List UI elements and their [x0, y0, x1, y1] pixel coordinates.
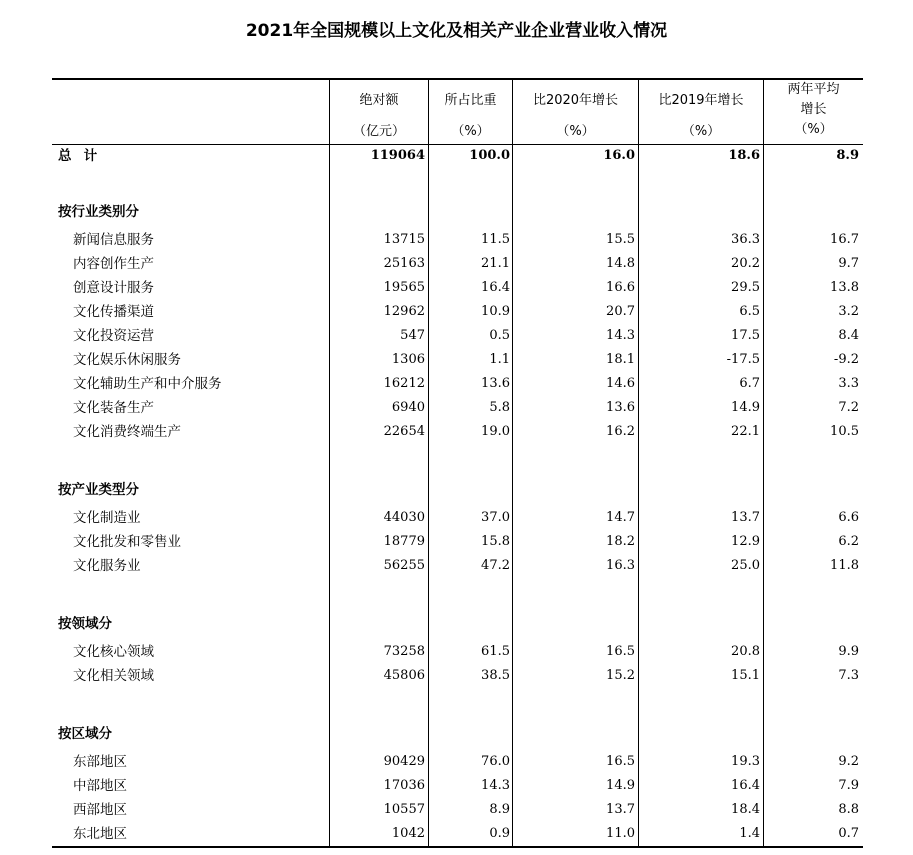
header-absolute-amount	[330, 92, 428, 141]
cell-value: 6940	[391, 400, 425, 415]
cell-value: 47.2	[481, 558, 510, 573]
table-row	[52, 506, 863, 530]
cell-value: 38.5	[481, 668, 510, 683]
row-label: 文化传播渠道	[73, 304, 154, 320]
cell-value: 14.6	[606, 376, 635, 391]
table-row	[52, 822, 863, 846]
cell-value: 10.5	[830, 424, 859, 439]
cell-value: 90429	[383, 754, 425, 769]
cell-value: 9.7	[838, 256, 859, 271]
cell-value: 11.5	[481, 232, 510, 247]
cell-value: 16.6	[606, 280, 635, 295]
cell-value: 0.9	[489, 826, 510, 841]
table-row	[52, 300, 863, 324]
top-rule	[52, 78, 863, 80]
cell-value: 1306	[391, 352, 425, 367]
cell-value: 73258	[383, 644, 425, 659]
table-row	[52, 396, 863, 420]
cell-value: 16.4	[481, 280, 510, 295]
cell-value: 3.3	[838, 376, 859, 391]
cell-value: 14.9	[731, 400, 760, 415]
row-label: 中部地区	[73, 778, 127, 794]
cell-value: 10557	[383, 802, 425, 817]
total-row	[52, 144, 863, 168]
cell-value: 44030	[383, 510, 425, 525]
table-title: 2021年全国规模以上文化及相关产业企业营业收入情况	[245, 21, 668, 41]
table-row	[52, 798, 863, 822]
cell-value: 13715	[383, 232, 425, 247]
cell-value: 11.8	[830, 558, 859, 573]
row-label: 西部地区	[73, 802, 127, 818]
cell-value: 5.8	[489, 400, 510, 415]
cell-value: 56255	[383, 558, 425, 573]
cell-value: 15.5	[606, 232, 635, 247]
header-growth-2020	[513, 92, 638, 141]
cell-value: 15.8	[481, 534, 510, 549]
cell-value: 12.9	[731, 534, 760, 549]
header-two-year-average	[764, 81, 863, 139]
header-line: 增长	[800, 102, 827, 117]
revenue-table	[52, 78, 863, 848]
row-label: 按区域分	[58, 726, 112, 742]
row-label: 创意设计服务	[73, 280, 154, 296]
header-growth-2019	[639, 92, 763, 141]
table-row	[52, 348, 863, 372]
cell-value: 9.2	[838, 754, 859, 769]
cell-value: 16.5	[606, 644, 635, 659]
header-line: （亿元）	[352, 124, 405, 139]
cell-value: 15.2	[606, 668, 635, 683]
row-label: 东部地区	[73, 754, 127, 770]
cell-value: 29.5	[731, 280, 760, 295]
cell-value: 6.5	[739, 304, 760, 319]
row-label: 按行业类别分	[58, 204, 139, 220]
bottom-rule	[52, 846, 863, 848]
cell-value: 36.3	[731, 232, 760, 247]
cell-value: 13.7	[606, 802, 635, 817]
cell-value: 8.4	[838, 328, 859, 343]
cell-value: 18.2	[606, 534, 635, 549]
cell-value: 19.0	[481, 424, 510, 439]
table-row	[52, 530, 863, 554]
cell-value: 18.4	[731, 802, 760, 817]
table-row	[52, 252, 863, 276]
cell-value: 18.6	[728, 148, 760, 163]
cell-value: 7.2	[838, 400, 859, 415]
cell-value: 16.0	[603, 148, 635, 163]
cell-value: 1.4	[739, 826, 760, 841]
cell-value: 17.5	[731, 328, 760, 343]
cell-value: 21.1	[481, 256, 510, 271]
table-row	[52, 324, 863, 348]
cell-value: 1.1	[489, 352, 510, 367]
header-line: （%）	[681, 124, 721, 139]
cell-value: 14.8	[606, 256, 635, 271]
header-line: （%）	[556, 124, 595, 139]
row-label: 文化核心领域	[73, 644, 154, 660]
row-label: 东北地区	[73, 826, 127, 842]
cell-value: 20.2	[731, 256, 760, 271]
cell-value: 100.0	[469, 148, 510, 163]
cell-value: 14.9	[606, 778, 635, 793]
cell-value: 12962	[383, 304, 425, 319]
cell-value: 20.7	[606, 304, 635, 319]
cell-value: 14.3	[606, 328, 635, 343]
cell-value: 45806	[383, 668, 425, 683]
cell-value: 0.5	[489, 328, 510, 343]
cell-value: 14.7	[606, 510, 635, 525]
table-row	[52, 228, 863, 252]
cell-value: 76.0	[481, 754, 510, 769]
row-label: 文化装备生产	[73, 400, 154, 416]
cell-value: 18779	[383, 534, 425, 549]
table-row	[52, 554, 863, 578]
cell-value: 17036	[383, 778, 425, 793]
section-title	[52, 612, 863, 636]
cell-value: 16.3	[606, 558, 635, 573]
cell-value: -9.2	[833, 352, 859, 367]
cell-value: 13.6	[481, 376, 510, 391]
table-row	[52, 372, 863, 396]
cell-value: 22654	[383, 424, 425, 439]
cell-value: 0.7	[838, 826, 859, 841]
table-row	[52, 750, 863, 774]
cell-value: 14.3	[481, 778, 510, 793]
row-label: 文化消费终端生产	[73, 424, 181, 440]
cell-value: 22.1	[731, 424, 760, 439]
row-label: 新闻信息服务	[73, 232, 154, 248]
cell-value: 25163	[383, 256, 425, 271]
table-row	[52, 664, 863, 688]
cell-value: 37.0	[481, 510, 510, 525]
table-row	[52, 276, 863, 300]
cell-value: 18.1	[606, 352, 635, 367]
row-label: 内容创作生产	[73, 256, 154, 272]
section-title	[52, 722, 863, 746]
cell-value: 6.6	[838, 510, 859, 525]
cell-value: 20.8	[731, 644, 760, 659]
cell-value: 6.7	[739, 376, 760, 391]
cell-value: 8.8	[838, 802, 859, 817]
header-line: 比2019年增长	[658, 93, 744, 108]
header-line: 比2020年增长	[532, 93, 619, 108]
header-line: 两年平均	[787, 82, 840, 97]
cell-value: 3.2	[838, 304, 859, 319]
cell-value: 547	[400, 328, 425, 343]
table-row	[52, 640, 863, 664]
section-title	[52, 200, 863, 224]
row-label: 文化辅助生产和中介服务	[73, 376, 222, 392]
table-row	[52, 774, 863, 798]
cell-value: 1042	[391, 826, 425, 841]
header-line: 绝对额	[359, 93, 399, 108]
row-label: 总计	[58, 148, 110, 164]
cell-value: 25.0	[731, 558, 760, 573]
cell-value: 7.9	[838, 778, 859, 793]
cell-value: -17.5	[726, 352, 760, 367]
cell-value: 13.8	[830, 280, 859, 295]
row-label: 文化服务业	[73, 558, 141, 574]
row-label: 文化制造业	[73, 510, 141, 526]
cell-value: 16.5	[606, 754, 635, 769]
cell-value: 9.9	[838, 644, 859, 659]
cell-value: 13.7	[731, 510, 760, 525]
section-title	[52, 478, 863, 502]
cell-value: 61.5	[481, 644, 510, 659]
cell-value: 119064	[370, 148, 425, 163]
cell-value: 13.6	[606, 400, 635, 415]
cell-value: 16212	[383, 376, 425, 391]
cell-value: 10.9	[481, 304, 510, 319]
cell-value: 16.4	[731, 778, 760, 793]
cell-value: 6.2	[838, 534, 859, 549]
header-line: （%）	[451, 124, 490, 139]
cell-value: 8.9	[836, 148, 859, 163]
cell-value: 8.9	[489, 802, 510, 817]
row-label: 文化投资运营	[73, 328, 154, 344]
header-line: 所占比重	[444, 93, 497, 108]
header-share	[429, 92, 512, 141]
row-label: 文化批发和零售业	[73, 534, 181, 550]
table-row	[52, 420, 863, 444]
row-label: 文化相关领域	[73, 668, 154, 684]
cell-value: 16.2	[606, 424, 635, 439]
cell-value: 11.0	[606, 826, 635, 841]
cell-value: 16.7	[830, 232, 859, 247]
row-label: 文化娱乐休闲服务	[73, 352, 181, 368]
header-line: （%）	[794, 122, 833, 137]
cell-value: 15.1	[731, 668, 760, 683]
cell-value: 7.3	[838, 668, 859, 683]
cell-value: 19.3	[731, 754, 760, 769]
row-label: 按产业类型分	[58, 482, 139, 498]
cell-value: 19565	[383, 280, 425, 295]
row-label: 按领域分	[58, 616, 112, 632]
